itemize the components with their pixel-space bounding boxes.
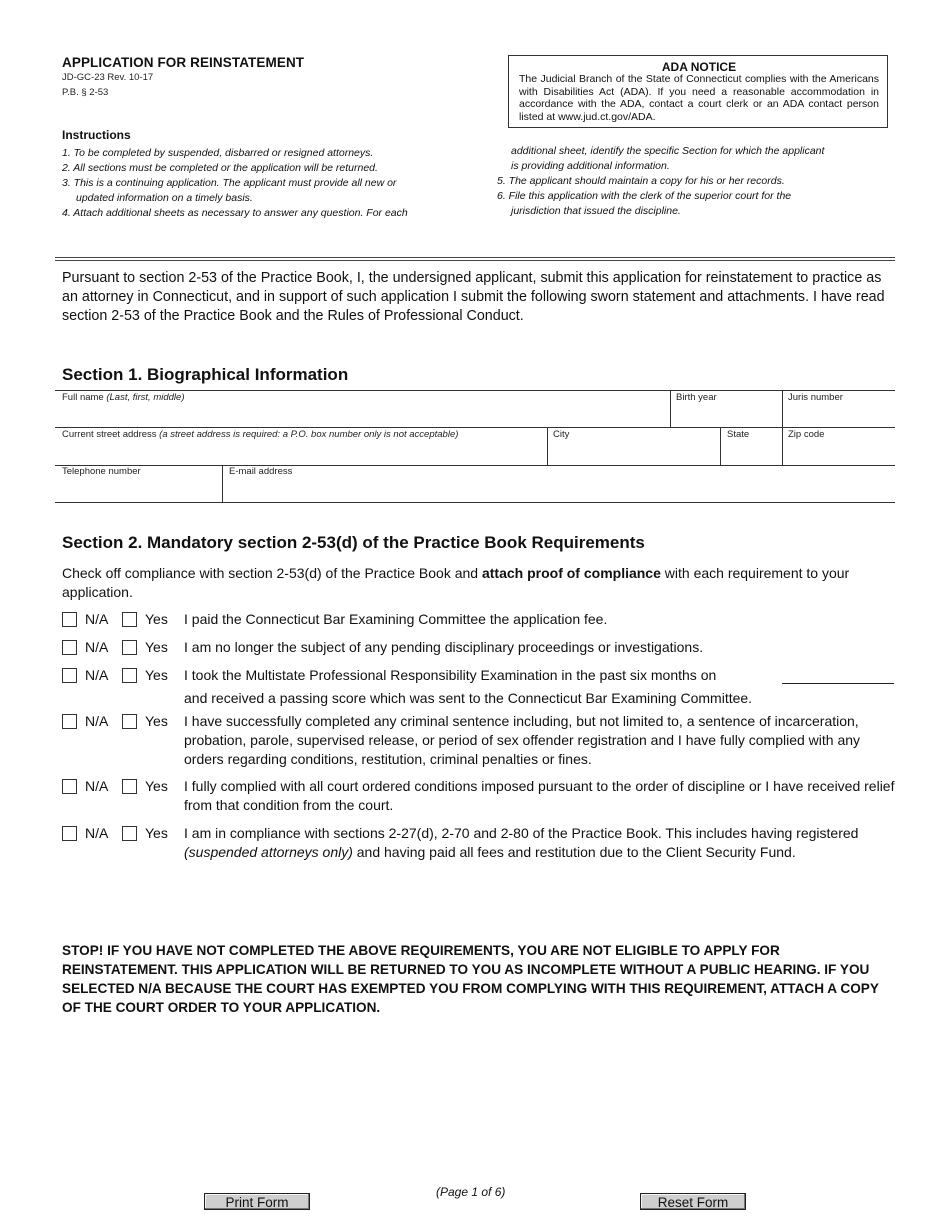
na-label: N/A xyxy=(85,639,109,655)
street-address-hint: (a street address is required: a P.O. box number only is not acceptable) xyxy=(159,429,459,440)
instruction-line: 4. Attach additional sheets as necessary to answer any question. For each xyxy=(62,207,408,219)
na-label: N/A xyxy=(85,667,109,683)
grid-line xyxy=(55,390,895,391)
full-name-label: Full name xyxy=(62,392,104,403)
divider xyxy=(55,257,895,258)
city-field[interactable] xyxy=(553,429,569,440)
page-indicator: (Page 1 of 6) xyxy=(436,1185,506,1199)
section-2-title: Section 2. Mandatory section 2-53(d) of the Practice Book Requirements xyxy=(62,533,645,552)
intro-paragraph: Pursuant to section 2-53 of the Practice Book, I, the undersigned applicant, submit this application for reinstatement to practice as an attorney in Connecticut, and in support of such application I submit the following sworn statement and attachments. I have read section 2-53 of the Practice Book and the Rules of Professional Conduct. xyxy=(62,270,885,324)
telephone-label: Telephone number xyxy=(62,466,141,477)
grid-line xyxy=(782,390,783,465)
ada-notice-box xyxy=(508,55,888,128)
na-checkbox[interactable] xyxy=(62,668,77,683)
instruction-line: jurisdiction that issued the discipline. xyxy=(511,205,681,217)
na-checkbox[interactable] xyxy=(62,612,77,627)
juris-number-field[interactable] xyxy=(788,392,843,403)
yes-label: Yes xyxy=(145,778,168,794)
instruction-line: 3. This is a continuing application. The applicant must provide all new or xyxy=(62,177,397,189)
form-title: APPLICATION FOR REINSTATEMENT xyxy=(62,55,305,70)
requirement-text: I paid the Connecticut Bar Examining Committee the application fee. xyxy=(184,611,608,627)
divider xyxy=(55,260,895,261)
street-address-field[interactable] xyxy=(62,429,458,440)
yes-label: Yes xyxy=(145,611,168,627)
print-form-button[interactable]: Print Form xyxy=(204,1193,310,1210)
full-name-field[interactable] xyxy=(62,392,185,403)
yes-checkbox[interactable] xyxy=(122,640,137,655)
grid-line xyxy=(547,427,548,465)
email-label: E-mail address xyxy=(229,466,293,477)
state-label: State xyxy=(727,429,750,440)
instructions-title: Instructions xyxy=(62,128,131,142)
requirement-text: and received a passing score which was sent to the Connecticut Bar Examining Committee. xyxy=(184,690,753,706)
na-label: N/A xyxy=(85,825,109,841)
na-checkbox[interactable] xyxy=(62,779,77,794)
section-1-title: Section 1. Biographical Information xyxy=(62,365,349,384)
practice-book-ref: P.B. § 2-53 xyxy=(62,87,109,98)
instruction-line: updated information on a timely basis. xyxy=(76,192,253,204)
yes-checkbox[interactable] xyxy=(122,714,137,729)
requirement-text: I took the Multistate Professional Responsibility Examination in the past six months on xyxy=(184,667,717,683)
zip-code-field[interactable] xyxy=(788,429,824,440)
instruction-line: additional sheet, identify the specific Section for which the applicant xyxy=(511,145,825,157)
section-2-intro xyxy=(62,564,897,602)
requirement-text: I have successfully completed any criminal sentence including, but not limited to, a sentence of incarceration, probation, parole, supervised release, or period of sex offender registration and I have fully complied with any orders regarding conditions, restitution, criminal penalties or fines. xyxy=(184,713,861,767)
full-name-hint: (Last, first, middle) xyxy=(106,392,185,403)
yes-checkbox[interactable] xyxy=(122,826,137,841)
instruction-line: 1. To be completed by suspended, disbarred or resigned attorneys. xyxy=(62,147,374,159)
yes-label: Yes xyxy=(145,713,168,729)
requirement-text-part: I am in compliance with sections 2-27(d), 2-70 and 2-80 of the Practice Book. This includes having registered xyxy=(184,825,859,841)
yes-label: Yes xyxy=(145,667,168,683)
requirement-text-italic: (suspended attorneys only) xyxy=(184,844,353,860)
city-label: City xyxy=(553,429,570,440)
requirement-text xyxy=(184,824,896,862)
yes-label: Yes xyxy=(145,639,168,655)
yes-checkbox[interactable] xyxy=(122,779,137,794)
grid-line xyxy=(222,465,223,502)
requirement-text: I am no longer the subject of any pending disciplinary proceedings or investigations. xyxy=(184,639,704,655)
yes-checkbox[interactable] xyxy=(122,668,137,683)
na-label: N/A xyxy=(85,778,109,794)
intro-text: Check off compliance with section 2-53(d) of the Practice Book and xyxy=(62,565,482,581)
zip-code-label: Zip code xyxy=(788,429,825,440)
ada-notice-body: The Judicial Branch of the State of Connecticut complies with the Americans with Disabilities Act (ADA). If you need a reasonable accommodation in accordance with the ADA, contact a court clerk or an ADA contact person listed at www.jud.ct.gov/ADA. xyxy=(519,73,879,123)
instruction-line: 5. The applicant should maintain a copy for his or her records. xyxy=(497,175,785,187)
instruction-line: is providing additional information. xyxy=(511,160,670,172)
requirement-text-part: and having paid all fees and restitution due to the Client Security Fund. xyxy=(352,844,796,860)
yes-label: Yes xyxy=(145,825,168,841)
juris-number-label: Juris number xyxy=(788,392,843,403)
na-checkbox[interactable] xyxy=(62,640,77,655)
telephone-field[interactable] xyxy=(62,466,141,477)
birth-year-label: Birth year xyxy=(676,392,717,403)
exam-date-input[interactable] xyxy=(782,683,894,684)
grid-line xyxy=(55,427,895,428)
form-number: JD-GC-23 Rev. 10-17 xyxy=(62,72,154,83)
grid-line xyxy=(55,502,895,503)
birth-year-field[interactable] xyxy=(676,392,717,403)
state-field[interactable] xyxy=(727,429,749,440)
grid-line xyxy=(670,390,671,427)
stop-notice: STOP! IF YOU HAVE NOT COMPLETED THE ABOVE REQUIREMENTS, YOU ARE NOT ELIGIBLE TO APPLY FOR REINSTATEMENT. THIS APPLICATION WILL BE RETURNED TO YOU AS INCOMPLETE WITHOUT A PUBLIC HEARING. IF YOU SELECTED N/A BECAUSE THE COURT HAS EXEMPTED YOU FROM COMPLYING WITH THIS REQUIREMENT, ATTACH A COPY OF THE COURT ORDER TO YOUR APPLICATION. xyxy=(62,943,879,1015)
instructions-left-column xyxy=(62,146,482,221)
intro-text: with each requirement to your application. xyxy=(62,565,850,600)
instruction-line: 2. All sections must be completed or the application will be returned. xyxy=(62,162,378,174)
na-checkbox[interactable] xyxy=(62,826,77,841)
yes-checkbox[interactable] xyxy=(122,612,137,627)
reset-form-button[interactable]: Reset Form xyxy=(640,1193,746,1210)
email-field[interactable] xyxy=(229,466,292,477)
na-checkbox[interactable] xyxy=(62,714,77,729)
ada-notice-title: ADA NOTICE xyxy=(661,60,737,74)
street-address-label: Current street address xyxy=(62,429,157,440)
instructions-right-column xyxy=(497,144,897,219)
requirement-text: I fully complied with all court ordered conditions imposed pursuant to the order of discipline or I have received relief from that condition from the court. xyxy=(184,778,895,813)
na-label: N/A xyxy=(85,713,109,729)
na-label: N/A xyxy=(85,611,109,627)
grid-line xyxy=(720,427,721,465)
grid-line xyxy=(55,465,895,466)
instruction-line: 6. File this application with the clerk of the superior court for the xyxy=(497,190,792,202)
intro-bold-text: attach proof of compliance xyxy=(481,565,661,581)
